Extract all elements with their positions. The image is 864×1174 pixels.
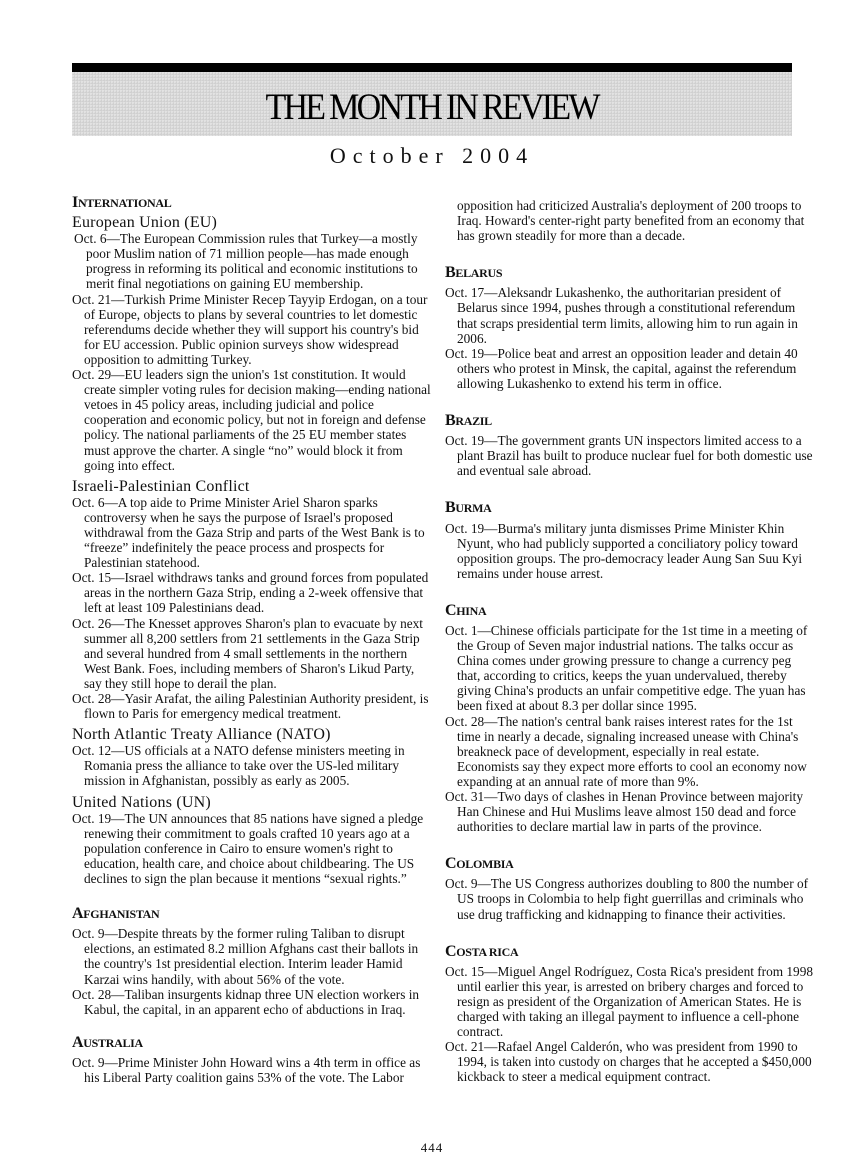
subsection-eu bbox=[72, 215, 432, 473]
news-entry-continued: opposition had criticized Australia's deployment of 200 troops to Iraq. Howard's center-right party benefited from an economy that has grown steadily for more than a decade. bbox=[457, 198, 805, 244]
subhead-eu: European Union (EU) bbox=[72, 214, 218, 232]
news-entry: Oct. 31—Two days of clashes in Henan Province between majority Han Chinese and Hui Muslims leave almost 150 dead and force authorities to declare martial law in parts of the province. bbox=[445, 789, 803, 835]
section-heading-colombia: COLOMBIA bbox=[445, 855, 514, 873]
page-title: THE MONTH IN REVIEW bbox=[265, 86, 599, 128]
section-belarus bbox=[445, 265, 817, 391]
masthead-banner bbox=[72, 63, 792, 136]
section-china bbox=[445, 603, 817, 834]
news-entry: Oct. 17—Aleksandr Lukashenko, the authoritarian president of Belarus since 1994, pushes through a constitutional referendum that scraps presidential term limits, allowing him to run again in 2006. bbox=[445, 285, 798, 346]
news-entry: Oct. 9—Despite threats by the former ruling Taliban to disrupt elections, an estimated 8.2 million Afghans cast their ballots in the country's 1st presidential election. Interim leader Hamid Karzai wins handily, with about 56% of the vote. bbox=[72, 926, 419, 987]
news-entry: Oct. 1—Chinese officials participate for the 1st time in a meeting of the Group of Seven major industrial nations. The talks occur as China comes under growing pressure to change a currency peg that, according to critics, keeps the yuan undervalued, thereby giving China's products an unfair competitive edge. The yuan has been fixed at about 8.3 per dollar since 1995. bbox=[445, 622, 808, 714]
subhead-nato: North Atlantic Treaty Alliance (NATO) bbox=[72, 726, 331, 744]
news-entry: Oct. 19—Burma's military junta dismisses Prime Minister Khin Nyunt, who had publicly supported a conciliatory policy toward opposition groups. The pro-democracy leader Aung San Suu Kyi remains under house arrest. bbox=[445, 520, 803, 581]
news-entry: Oct. 28—Taliban insurgents kidnap three UN election workers in Kabul, the capital, in an apparent echo of abductions in Iraq. bbox=[72, 986, 420, 1017]
news-entry: Oct. 12—US officials at a NATO defense ministers meeting in Romania press the alliance to take over the US-led military mission in Afghanistan, possibly as early as 2005. bbox=[72, 743, 405, 789]
news-entry: Oct. 29—EU leaders sign the union's 1st constitution. It would create simpler voting rules for decision making—ending national vetoes in 45 policy areas, including judicial and police cooperation and economic policy, but not in foreign and defense policy. The national parliaments of the 25 EU member states must approve the charter. A single “no” would block it from going into effect. bbox=[72, 367, 431, 473]
left-column bbox=[72, 195, 432, 1099]
news-entry: Oct. 21—Turkish Prime Minister Recep Tayyip Erdogan, on a tour of Europe, objects to plans by several countries to let domestic referendums decide whether they will support his country's bid for EU accession. Public opinion surveys show widespread opposition to admitting Turkey. bbox=[72, 291, 428, 367]
section-afghanistan bbox=[72, 906, 432, 1017]
news-entry: Oct. 9—The US Congress authorizes doubling to 800 the number of US troops in Colombia to help fight guerrillas and criminals who use drug trafficking and kidnapping to finance their activities. bbox=[445, 876, 809, 922]
masthead-rule bbox=[72, 63, 792, 72]
section-heading-afghanistan: AFGHANISTAN bbox=[72, 905, 160, 923]
section-heading-brazil: BRAZIL bbox=[445, 412, 492, 430]
news-entry: Oct. 19—The UN announces that 85 nations have signed a pledge renewing their commitment to goals crafted 10 years ago at a population conference in Cairo to ensure women's right to education, health care, and choice about childbearing. The US declines to sign the plan because it mentions “sexual rights.” bbox=[72, 810, 424, 887]
section-burma bbox=[445, 500, 817, 580]
news-entry: Oct. 19—Police beat and arrest an opposition leader and detain 40 others who protest in Minsk, the capital, against the referendum allowing Lukashenko to extend his term in office. bbox=[445, 345, 798, 391]
subhead-un: United Nations (UN) bbox=[72, 793, 211, 811]
section-heading-china: CHINA bbox=[445, 601, 487, 619]
news-entry: Oct. 26—The Knesset approves Sharon's plan to evacuate by next summer all 8,200 settlers from 21 settlements in the Gaza Strip and several hundred from 4 small settlements in the northern West Bank. Foes, including members of Sharon's Likud Party, say they still hope to derail the plan. bbox=[72, 615, 423, 691]
right-column bbox=[445, 198, 817, 1099]
section-heading-burma: BURMA bbox=[445, 499, 492, 517]
issue-date: October 2004 bbox=[329, 143, 535, 168]
section-costa-rica bbox=[445, 944, 817, 1085]
news-entry: Oct. 19—The government grants UN inspectors limited access to a plant Brazil has built to produce nuclear fuel for both domestic use and eventual sale abroad. bbox=[445, 433, 813, 479]
news-entry: Oct. 15—Miguel Angel Rodríguez, Costa Rica's president from 1998 until earlier this year, is arrested on bribery charges and forced to resign as president of the Organization of American States. He is charged with taking an illegal payment to influence a cell-phone contract. bbox=[445, 963, 814, 1040]
subsection-nato bbox=[72, 727, 432, 788]
news-entry: Oct. 9—Prime Minister John Howard wins a 4th term in office as his Liberal Party coalition gains 53% of the vote. The Labor bbox=[72, 1054, 421, 1085]
section-heading-australia: AUSTRALIA bbox=[72, 1033, 143, 1051]
section-australia bbox=[72, 1035, 432, 1085]
news-entry: Oct. 28—The nation's central bank raises interest rates for the 1st time in nearly a decade, signaling increased unease with China's breakneck pace of development, especially in real estate. Economists say they expect more efforts to cool an economy now expanding at an annual rate of more than 9%. bbox=[445, 713, 807, 789]
news-entry: Oct. 15—Israel withdraws tanks and ground forces from populated areas in the northern Gaza Strip, ending a 2-week offensive that left at least 109 Palestinians dead. bbox=[72, 570, 429, 616]
section-international bbox=[72, 195, 432, 886]
news-entry: Oct. 28—Yasir Arafat, the ailing Palestinian Authority president, is flown to Paris for emergency medical treatment. bbox=[72, 691, 429, 722]
news-entry: Oct. 6—A top aide to Prime Minister Ariel Sharon sparks controversy when he says the purpose of Israel's proposed withdrawal from the Gaza Strip and parts of the West Bank is to “freeze” indefinitely the peace process and prospects for Palestinian statehood. bbox=[72, 494, 425, 571]
section-heading-belarus: BELARUS bbox=[445, 264, 503, 282]
section-heading-costa-rica: COSTA RICA bbox=[445, 942, 519, 960]
masthead-background bbox=[72, 72, 792, 136]
section-colombia bbox=[445, 856, 817, 921]
news-entry: Oct. 21—Rafael Angel Calderón, who was president from 1990 to 1994, is taken into custody on charges that he accepted a $450,000 kickback to steer a medical equipment contract. bbox=[445, 1039, 812, 1085]
section-heading-international: INTERNATIONAL bbox=[72, 194, 172, 211]
news-entry: Oct. 6—The European Commission rules that Turkey—a mostly poor Muslim nation of 71 million people—has made enough progress in reforming its political and economic institutions to merit final negotiations on gaining EU membership. bbox=[74, 231, 418, 292]
page-number: 444 bbox=[420, 1140, 444, 1155]
subsection-israeli-palestinian bbox=[72, 479, 432, 722]
subsection-un bbox=[72, 795, 432, 887]
section-brazil bbox=[445, 413, 817, 478]
subhead-israeli-palestinian: Israeli-Palestinian Conflict bbox=[72, 477, 250, 495]
